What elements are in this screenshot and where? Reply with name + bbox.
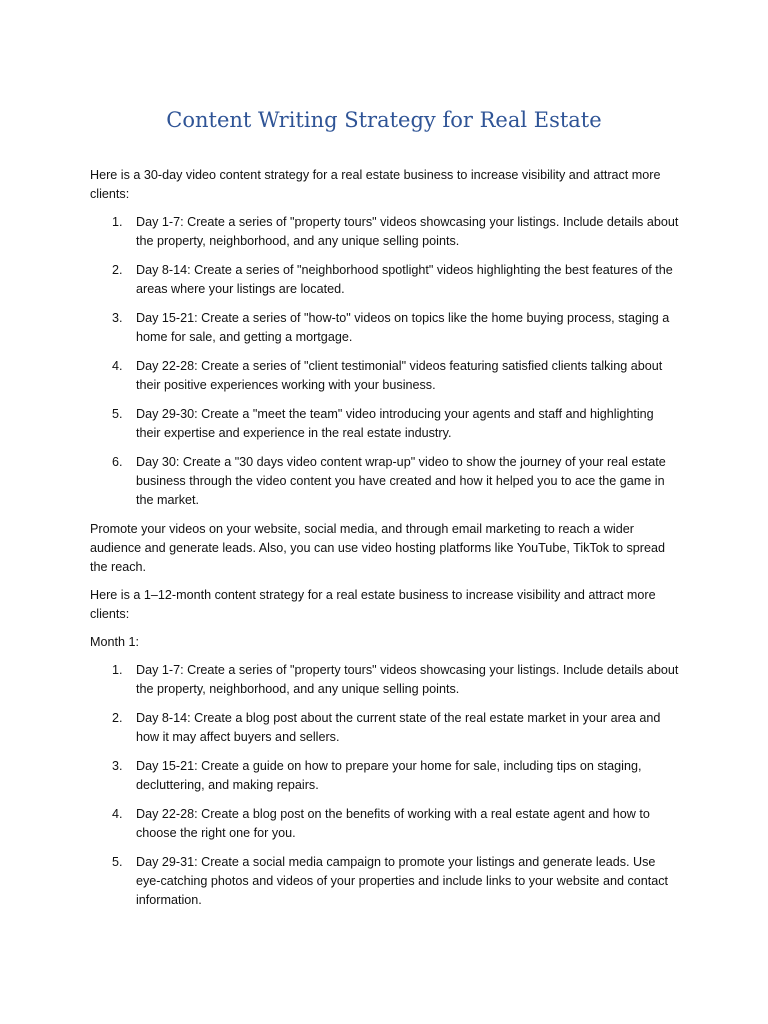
promote-paragraph: Promote your videos on your website, social media, and through email marketing to reach a wider audience and generate leads. Also, you can use video hosting platforms like YouTube, TikTok to spread the reach. (90, 522, 666, 574)
list-number: 4. (112, 807, 123, 821)
list-item (90, 805, 680, 843)
list-number: 5. (112, 855, 123, 869)
list-item-text: Day 22-28: Create a series of "client testimonial" videos featuring satisfied clients talking about their positive experiences working with your business. (136, 359, 663, 392)
list-item-text: Day 1-7: Create a series of "property tours" videos showcasing your listings. Include details about the property, neighborhood, and any unique selling points. (136, 215, 679, 248)
list-item (90, 213, 680, 251)
list-item (90, 453, 680, 510)
list-item-text: Day 8-14: Create a series of "neighborhood spotlight" videos highlighting the best features of the areas where your listings are located. (136, 263, 673, 296)
list-item (90, 357, 680, 395)
list-number: 5. (112, 407, 123, 421)
month-heading: Month 1: (90, 635, 140, 649)
document-body (90, 166, 680, 920)
list-item-text: Day 8-14: Create a blog post about the current state of the real estate market in your area and how it may affect buyers and sellers. (136, 711, 661, 744)
list-item-text: Day 29-31: Create a social media campaign to promote your listings and generate leads. Use eye-catching photos and videos of your properties and include links to your website and contact information. (136, 855, 669, 907)
list-number: 2. (112, 711, 123, 725)
list-item-text: Day 22-28: Create a blog post on the benefits of working with a real estate agent and how to choose the right one for you. (136, 807, 650, 840)
list-item (90, 261, 680, 299)
list-number: 6. (112, 455, 123, 469)
intro-12-month-paragraph: Here is a 1–12-month content strategy for a real estate business to increase visibility and attract more clients: (90, 588, 656, 621)
list-item (90, 405, 680, 443)
list-item-text: Day 1-7: Create a series of "property tours" videos showcasing your listings. Include details about the property, neighborhood, and any unique selling points. (136, 663, 679, 696)
list-item-text: Day 30: Create a "30 days video content wrap-up" video to show the journey of your real estate business through the video content you have created and how it helped you to ace the game in the market. (136, 455, 666, 507)
list-item-text: Day 15-21: Create a guide on how to prepare your home for sale, including tips on staging, decluttering, and making repairs. (136, 759, 642, 792)
list-number: 1. (112, 215, 123, 229)
list-number: 4. (112, 359, 123, 373)
list-number: 2. (112, 263, 123, 277)
list-item (90, 661, 680, 699)
list-number: 3. (112, 311, 123, 325)
list-30-day (90, 213, 680, 510)
intro-30-day-paragraph: Here is a 30-day video content strategy for a real estate business to increase visibility and attract more clients: (90, 168, 661, 201)
list-month-1 (90, 661, 680, 910)
document-title: Content Writing Strategy for Real Estate (166, 108, 602, 132)
list-item-text: Day 15-21: Create a series of "how-to" videos on topics like the home buying process, staging a home for sale, and getting a mortgage. (136, 311, 670, 344)
list-item (90, 309, 680, 347)
list-number: 3. (112, 759, 123, 773)
list-item-text: Day 29-30: Create a "meet the team" video introducing your agents and staff and highlighting their expertise and experience in the real estate industry. (136, 407, 654, 440)
list-number: 1. (112, 663, 123, 677)
list-item (90, 757, 680, 795)
list-item (90, 853, 680, 910)
list-item (90, 709, 680, 747)
